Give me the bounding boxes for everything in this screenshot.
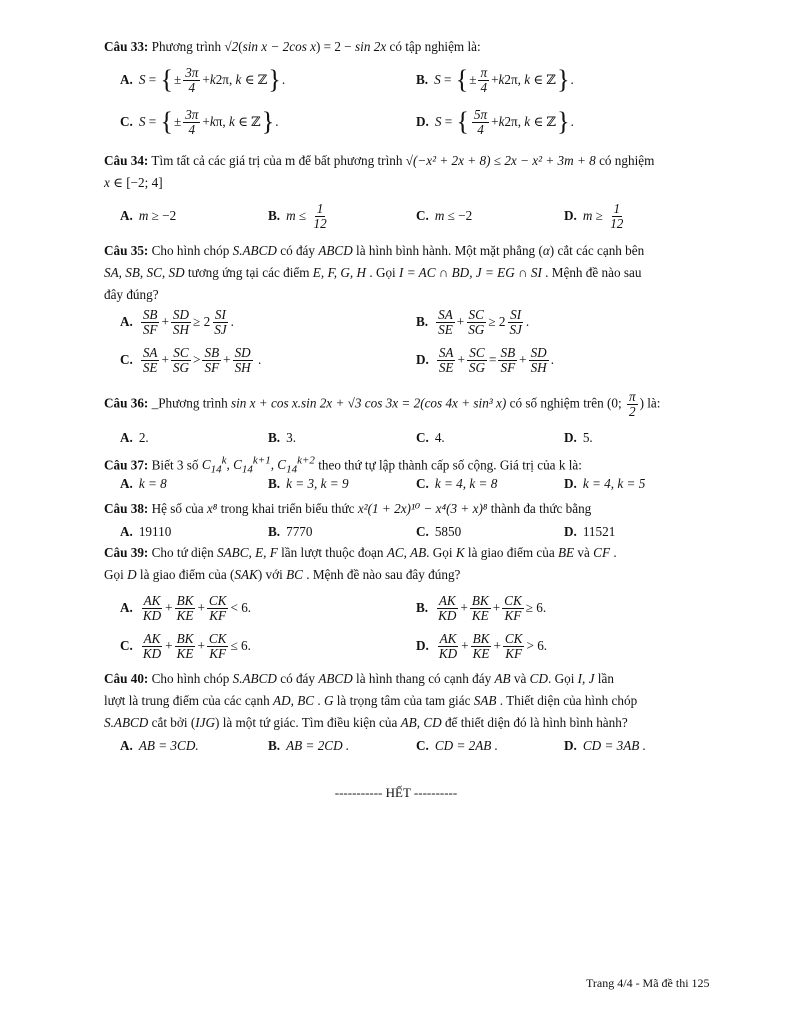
question-33 [104, 36, 724, 58]
question-33-options-row-2 [120, 104, 720, 140]
question-33-option-b[interactable]: B. S = { ± $\frac{\pi}{4}$ + k 2π, k ∈ ℤ } . [416, 64, 574, 95]
question-38: Câu 38: Hệ số của x⁸ trong khai triển biểu thức x²(1 + 2x)¹⁰ − x⁴(3 + x)⁸ thành đa thức bằng [104, 501, 592, 516]
question-35-option-a[interactable]: A. $\frac{SB}{SF}$ + $\frac{SD}{SH}$ ≥ 2 $\frac{SI}{SJ}$ . [120, 306, 234, 337]
question-37-option-b[interactable]: B. k = 3, k = 9 [268, 476, 349, 491]
question-37-options [120, 466, 720, 502]
question-39: Câu 39: Cho tứ diện SABC, E, F lần lượt thuộc đoạn AC, AB. Gọi K là giao điểm của BE và CF . Gọi D là giao điểm của (SAK) với BC . Mệnh đề nào sau đây đúng? [104, 545, 617, 582]
page-footer: Trang 4/4 - Mã đề thi 125 [586, 976, 710, 990]
question-38-option-a[interactable]: A. 19110 [120, 524, 172, 539]
question-35-label: Câu 35: [104, 243, 149, 258]
question-34-label: Câu 34: [104, 153, 149, 168]
question-40-option-b[interactable]: B. AB = 2CD . [268, 738, 350, 753]
question-39-option-a[interactable]: A. $\frac{AK}{KD}$ + $\frac{BK}{KE}$ + $\frac{CK}{KF}$ < 6. [120, 592, 252, 623]
question-36-option-a[interactable]: A. 2. [120, 430, 149, 445]
question-37: Câu 37: Biết 3 số $C_{14}^k$, $C_{14}^{k+1}$, $C_{14}^{k+2}$ theo thứ tự lập thành cấp số cộng. Giá trị của k là: [104, 455, 582, 477]
question-39-option-c[interactable]: C. $\frac{AK}{KD}$ + $\frac{BK}{KE}$ + $\frac{CK}{KF}$ ≤ 6. [120, 630, 251, 661]
question-39-options-row-2 [120, 628, 720, 664]
question-38-option-c[interactable]: C. 5850 [416, 524, 462, 539]
question-37-label: Câu 37: [104, 457, 149, 473]
question-34-option-d[interactable]: D. m ≥ $\frac{1}{12}$ [564, 200, 624, 231]
question-37-option-d[interactable]: D. k = 4, k = 5 [564, 476, 646, 491]
question-36-option-b[interactable]: B. 3. [268, 430, 296, 445]
question-40: Câu 40: Cho hình chóp S.ABCD có đáy ABCD là hình thang có cạnh đáy AB và CD. Gọi I, J lần lượt là trung điểm của các cạnh AD, BC . G là trọng tâm của tam giác SAB . Thiết diện của hình chóp S.ABCD cắt bởi (IJG) là một tứ giác. Tìm điều kiện của AB, CD để thiết diện đó là hình bình hành? [104, 671, 638, 730]
question-35-options-row-1 [120, 304, 720, 340]
question-33-label: Câu 33: [104, 39, 149, 54]
question-40-label: Câu 40: [104, 671, 149, 686]
question-37-option-c[interactable]: C. k = 4, k = 8 [416, 476, 498, 491]
question-36-option-d[interactable]: D. 5. [564, 430, 593, 445]
question-33-option-d[interactable]: D. S = { $\frac{5\pi}{4}$ + k 2π, k ∈ ℤ } . [416, 106, 574, 137]
question-39-option-d[interactable]: D. $\frac{AK}{KD}$ + $\frac{BK}{KE}$ + $\frac{CK}{KF}$ > 6. [416, 630, 548, 661]
question-33-text: Phương trình √2(sin x − 2cos x) = 2 − sin 2x có tập nghiệm là: [151, 39, 481, 54]
question-33-option-c[interactable]: C. S = { ± $\frac{3\pi}{4}$ + k π, k ∈ ℤ } . [120, 106, 279, 137]
question-36: Câu 36: _Phương trình sin x + cos x.sin 2x + √3 cos 3x = 2(cos 4x + sin³ x) có số nghiệm trên (0; $\frac{\pi}{2}$ ) là: [104, 389, 661, 419]
question-40-option-d[interactable]: D. CD = 3AB . [564, 738, 646, 753]
question-35-options-row-2 [120, 342, 720, 378]
question-37-option-a[interactable]: A. k = 8 [120, 476, 167, 491]
question-34-option-b[interactable]: B. m ≤ $\frac{1}{12}$ [268, 200, 327, 231]
question-40-options [120, 728, 720, 764]
question-36-label: Câu 36: [104, 395, 149, 411]
question-39-options-row-1 [120, 590, 720, 626]
question-34-option-a[interactable]: A. m ≥ −2 [120, 208, 177, 223]
question-40-option-c[interactable]: C. CD = 2AB . [416, 738, 498, 753]
question-33-option-a[interactable]: A. S = { ± $\frac{3\pi}{4}$ + k 2π, k ∈ ℤ } . [120, 64, 286, 95]
question-39-option-b[interactable]: B. $\frac{AK}{KD}$ + $\frac{BK}{KE}$ + $\frac{CK}{KF}$ ≥ 6. [416, 592, 547, 623]
question-33-options-row-1 [120, 62, 720, 98]
end-marker: ----------- HẾT ---------- [334, 785, 458, 800]
question-36-option-c[interactable]: C. 4. [416, 430, 445, 445]
question-35-option-c[interactable]: C. $\frac{SA}{SE}$ + $\frac{SC}{SG}$ > $\frac{SB}{SF}$ + $\frac{SD}{SH}$ . [120, 344, 262, 375]
question-38-option-d[interactable]: D. 11521 [564, 524, 616, 539]
question-34-option-c[interactable]: C. m ≤ −2 [416, 208, 473, 223]
question-38-label: Câu 38: [104, 501, 149, 516]
question-35-option-d[interactable]: D. $\frac{SA}{SE}$ + $\frac{SC}{SG}$ = $\frac{SB}{SF}$ + $\frac{SD}{SH}$ . [416, 344, 554, 375]
question-35-option-b[interactable]: B. $\frac{SA}{SE}$ + $\frac{SC}{SG}$ ≥ 2 $\frac{SI}{SJ}$ . [416, 306, 530, 337]
question-34: Câu 34: Tìm tất cả các giá trị của m để bất phương trình √(−x² + 2x + 8) ≤ 2x − x² + 3m + 8 có nghiệm x ∈ [−2; 4] [104, 153, 655, 190]
question-39-label: Câu 39: [104, 545, 149, 560]
question-40-option-a[interactable]: A. AB = 3CD. [120, 738, 199, 753]
question-34-options [120, 198, 720, 234]
question-38-option-b[interactable]: B. 7770 [268, 524, 313, 539]
question-35: Câu 35: Cho hình chóp S.ABCD có đáy ABCD là hình bình hành. Một mặt phẳng (α) cắt các cạnh bên SA, SB, SC, SD tương ứng tại các điểm E, F, G, H . Gọi I = AC ∩ BD, J = EG ∩ SI . Mệnh đề nào sau đây đúng? [104, 243, 645, 302]
